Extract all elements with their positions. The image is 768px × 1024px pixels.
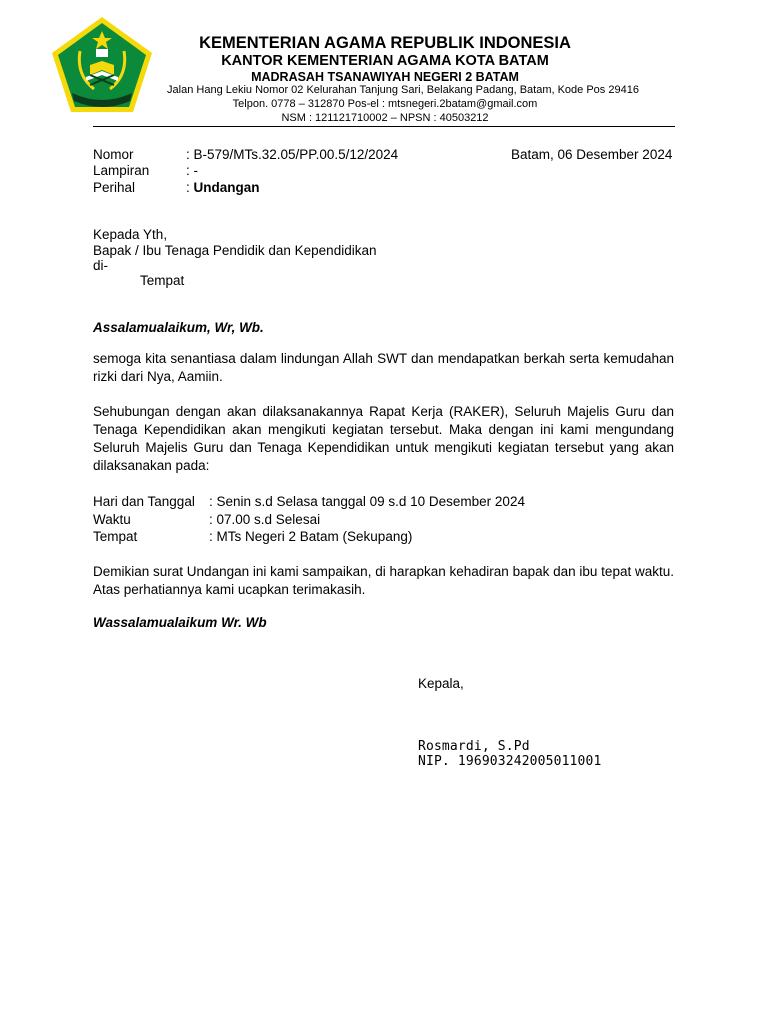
- paragraph-2: Sehubungan dengan akan dilaksanakannya Rapat Kerja (RAKER), Seluruh Majelis Guru dan Tenaga Kependidikan akan mengikuti kegiatan tersebut. Maka dengan ini kami mengundang Seluruh Majelis Guru dan Tenaga Kependidikan untuk mengikuti kegiatan tersebut yang akan dilaksanakan pada:: [93, 404, 674, 473]
- letterhead-contact: Telpon. 0778 – 312870 Pos-el : mtsnegeri.2batam@gmail.com: [232, 98, 538, 110]
- kemenag-logo: [50, 15, 154, 115]
- detail-value-time: : 07.00 s.d Selesai: [209, 512, 321, 527]
- opening-greeting: Assalamualaikum, Wr, Wb.: [93, 320, 264, 335]
- recipient-place: Tempat: [140, 273, 185, 288]
- detail-value-date: : Senin s.d Selasa tanggal 09 s.d 10 Desember 2024: [209, 494, 525, 509]
- detail-label-date: Hari dan Tanggal: [93, 494, 195, 509]
- paragraph-3: Demikian surat Undangan ini kami sampaikan, di harapkan kehadiran bapak dan ibu tepat waktu. Atas perhatiannya kami ucapkan terimakasih.: [93, 564, 674, 597]
- letterhead-school: MADRASAH TSANAWIYAH NEGERI 2 BATAM: [251, 70, 519, 84]
- perihal-field: [186, 179, 260, 196]
- detail-value-place: : MTs Negeri 2 Batam (Sekupang): [209, 529, 413, 544]
- paragraph-1: semoga kita senantiasa dalam lindungan Allah SWT dan mendapatkan berkah serta kemudahan rizki dari Nya, Aamiin.: [93, 351, 674, 384]
- recipient-greeting: Kepada Yth,: [93, 227, 168, 242]
- lampiran-value: : -: [186, 163, 198, 178]
- perihal-colon: :: [186, 180, 194, 195]
- letterhead-ids: NSM : 121121710002 – NPSN : 40503212: [281, 112, 489, 124]
- detail-label-time: Waktu: [93, 512, 131, 527]
- signature-name: Rosmardi, S.Pd: [418, 739, 530, 754]
- signature-nip: NIP. 196903242005011001: [418, 754, 602, 769]
- letterhead-office: KANTOR KEMENTERIAN AGAMA KOTA BATAM: [221, 53, 549, 69]
- closing-greeting: Wassalamualaikum Wr. Wb: [93, 615, 267, 630]
- nomor-value: : B-579/MTs.32.05/PP.00.5/12/2024: [186, 147, 399, 162]
- perihal-label: Perihal: [93, 180, 136, 195]
- perihal-value: Undangan: [193, 180, 260, 195]
- nomor-label: Nomor: [93, 147, 134, 162]
- detail-label-place: Tempat: [93, 529, 138, 544]
- recipient-di: di-: [93, 258, 109, 273]
- signature-title: Kepala,: [418, 676, 464, 691]
- lampiran-label: Lampiran: [93, 163, 150, 178]
- letterhead-divider: [93, 126, 675, 127]
- recipient-name: Bapak / Ibu Tenaga Pendidik dan Kependidikan: [93, 243, 377, 258]
- letter-date: Batam, 06 Desember 2024: [511, 147, 673, 162]
- letterhead-address: Jalan Hang Lekiu Nomor 02 Kelurahan Tanjung Sari, Belakang Padang, Batam, Kode Pos 29416: [167, 84, 639, 96]
- letterhead-ministry: KEMENTERIAN AGAMA REPUBLIK INDONESIA: [199, 34, 571, 52]
